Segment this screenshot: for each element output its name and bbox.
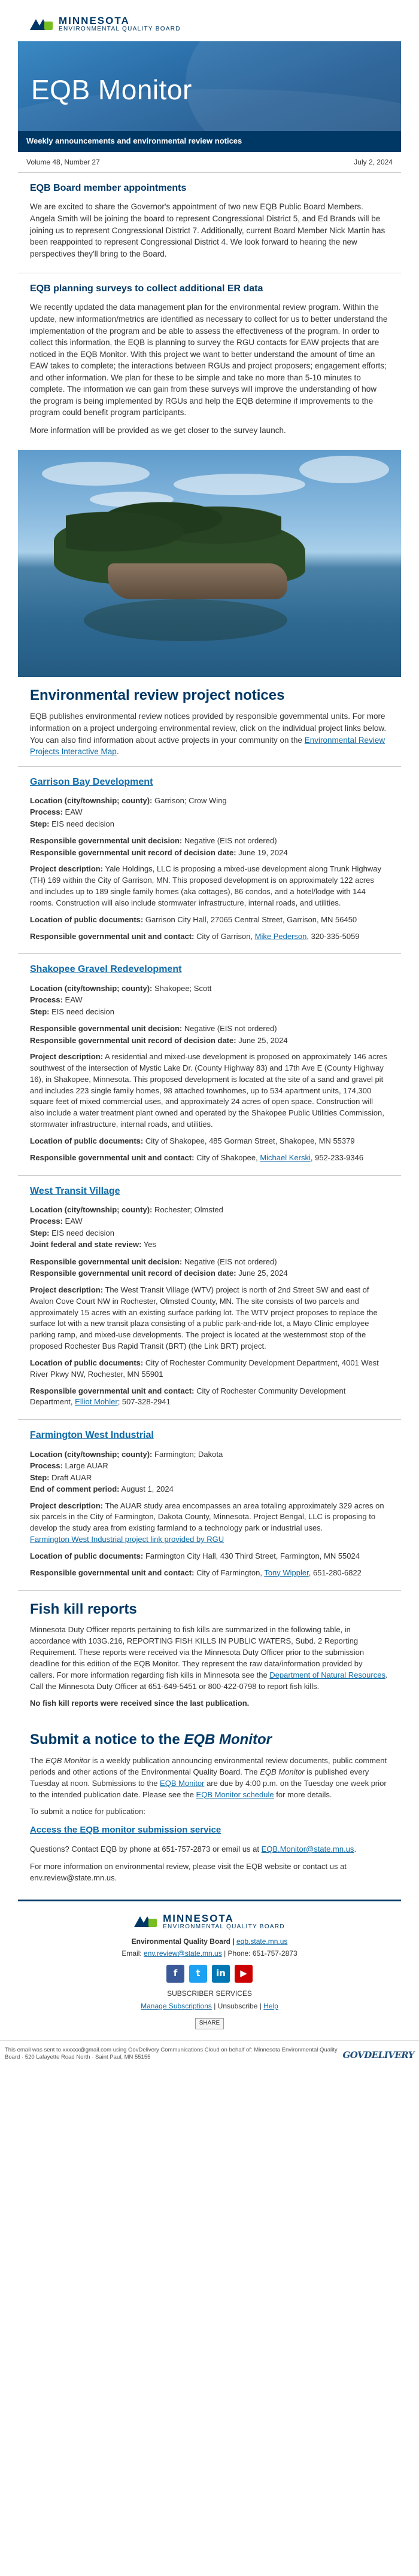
- submit-instructions: To submit a notice for publication:: [30, 1807, 145, 1816]
- environmental-review-heading: Environmental review project notices: [30, 687, 285, 703]
- submit-more-info: For more information on environmental review, please visit the EQB website or contact us at env.review@state.mn.us.: [30, 1861, 347, 1882]
- youtube-icon[interactable]: ▶: [235, 1965, 253, 1983]
- govdelivery-logo[interactable]: GOVDELIVERY: [342, 2049, 414, 2060]
- manage-subscriptions-link[interactable]: Manage Subscriptions: [141, 2001, 212, 2010]
- email-body: [18, 0, 401, 2040]
- monitor-schedule-link[interactable]: EQB Monitor schedule: [196, 1790, 274, 1799]
- submission-service-link[interactable]: Access the EQB monitor submission service: [30, 1825, 221, 1836]
- mn-logo-icon: [30, 18, 54, 31]
- footer: [18, 1900, 401, 2040]
- submit-heading: Submit a notice to the EQB Monitor: [30, 1731, 272, 1748]
- newsletter-subtitle: Weekly announcements and environmental review notices: [18, 131, 401, 152]
- govdelivery-footer: [0, 2040, 419, 2071]
- facebook-icon[interactable]: f: [166, 1965, 184, 1983]
- board-members-section: [18, 173, 401, 273]
- eqb-monitor-link[interactable]: EQB Monitor: [160, 1778, 205, 1788]
- share-button[interactable]: SHARE: [195, 2018, 224, 2029]
- logo-state: MINNESOTA: [59, 15, 130, 26]
- linkedin-icon[interactable]: in: [212, 1965, 230, 1983]
- logo-agency: ENVIRONMENTAL QUALITY BOARD: [59, 26, 181, 32]
- submit-questions: Questions? Contact EQB by phone at 651-757-2873 or email us at EQB.Monitor@state.mn.us.: [30, 1845, 357, 1854]
- contact-link[interactable]: Tony Wippler: [264, 1568, 309, 1577]
- project-title-link[interactable]: Garrison Bay Development: [30, 776, 153, 787]
- contact-link[interactable]: Mike Pederson: [254, 931, 307, 941]
- projects-map-link[interactable]: Environmental Review Projects Interactive Map: [30, 735, 385, 757]
- govdelivery-text: This email was sent to xxxxxx@gmail.com using GovDelivery Communications Cloud on behalf of: Minnesota Environmental Quality Board · 520 Lafayette Road North · Saint Paul, MN 55155: [5, 2046, 338, 2061]
- project-notice: West Transit Village Location (city/township; county): Rochester; Olmsted Process: EAW Step: EIS need decision Joint federal and state review: Yes Responsible governmental unit decision: Negative (EIS not ordered) Responsible governmental unit record of decision date: June 25, 2024 Project description: The West Transit Village (WTV) project is north of 2nd Street SW and east of Avalon Cove Court NW in Rochester, Olmsted County, MN. The site consists of two parcels and approximately 15 acres with an existing surface parking lot. The WTV project proposes to replace the surface lot with a new transit plaza consisting of a public park-and-ride lot, a Mayo Clinic employee parking ramp, and mixed-use developments. The project is located at the westernmost stop of the proposed Rochester Bus Rapid Transit (BRT) (the Link BRT) project. Location of public documents: City of Rochester Community Development Department, 4001 West River Pkwy NW, Rochester, MN 55901 Responsible governmental unit and contact: City of Rochester Community Development Department, Elliot Mohler; 507-328-2941: [18, 1175, 401, 1420]
- submit-body: The EQB Monitor is a weekly publication announcing environmental review documents, public comment periods and other actions of the Environmental Quality Board. The EQB Monitor is published every Tuesday at noon. Submissions to the EQB Monitor are due by 4:00 p.m. on the Tuesday one week prior to the intended publication date. Please see the EQB Monitor schedule for more details.: [30, 1756, 387, 1799]
- hero-banner: [18, 41, 401, 131]
- project-description: The AUAR study area encompasses an area totaling approximately 329 acres on six parcels in the City of Farmington, Dakota County, Minnesota. Project Bengal, LLC is proposing to develop the study area from existing farmland to a technology park or industrial uses.: [30, 1501, 384, 1533]
- social-links: [30, 1965, 389, 1983]
- project-description: The West Transit Village (WTV) project is north of 2nd Street SW and east of Avalon Cove Court NW in Rochester, Olmsted County, MN. The site consists of two parcels and approximately 15 acres with an existing surface parking lot. The WTV project proposes to replace the surface lot with a new transit plaza consisting of a public park-and-ride lot, a Mayo Clinic employee parking ramp, and mixed-use developments. The project is located at the westernmost stop of the proposed Rochester Bus Rapid Transit (BRT) (the Link BRT) project.: [30, 1285, 378, 1351]
- board-members-body: We are excited to share the Governor's appointment of two new EQB Public Board Members. Angela Smith will be joining the board to represent Congressional District 5, and Ed Brands will be joining us to represent Congressional District 7. Additionally, current Board Member Nick Martin has been reappointed to represent Congressional District 4. We look forward to hearing the new perspectives they'll bring to the Board.: [30, 202, 385, 258]
- footer-org-line: Environmental Quality Board | eqb.state.mn.us: [131, 1937, 288, 1946]
- subscriber-services-label: SUBSCRIBER SERVICES: [167, 1989, 252, 1998]
- footer-logo[interactable]: MINNESOTA ENVIRONMENTAL QUALITY BOARD: [30, 1913, 389, 1931]
- project-notice: Shakopee Gravel Redevelopment Location (city/township; county): Shakopee; Scott Process: EAW Step: EIS need decision Responsible governmental unit decision: Negative (EIS not ordered) Responsible governmental unit record of decision date: June 25, 2024 Project description: A residential and mixed-use development is proposed on approximately 146 acres southwest of the intersection of Mystic Lake Dr. (County Highway 83) and 17th Ave E (County Highway 16), in Shakopee, Minnesota. This proposed development is located at the site of a sand and gravel pit and includes 223 single family homes, 98 attached townhomes, up to 534 apartment units, 174,300 square feet of mixed commercial uses, and approximately 24 acres of open space. Construction will also include a water treatment plant owned and operated by the Shakopee Public Utilities Commission, stormwater infrastructure, internal roads, and utilities. Location of public documents: City of Shakopee, 485 Gorman Street, Shakopee, MN 55379 Responsible governmental unit and contact: City of Shakopee, Michael Kerski, 952-233-9346: [18, 953, 401, 1175]
- contact-link[interactable]: Elliot Mohler: [75, 1397, 118, 1407]
- project-title-link[interactable]: Farmington West Industrial: [30, 1430, 154, 1441]
- fish-kill-section: [18, 1590, 401, 1722]
- help-link[interactable]: Help: [263, 2001, 278, 2010]
- lake-island-photo: [18, 450, 401, 677]
- environmental-review-intro: EQB publishes environmental review notices provided by responsible governmental units. For more information on a project undergoing environmental review, click on the individual project links below. You can also find information about active projects in your community on the Environmental Review Projects Interactive Map.: [30, 712, 387, 757]
- surveys-body-2: More information will be provided as we get closer to the survey launch.: [30, 426, 286, 435]
- logo-bar: [18, 0, 401, 41]
- issue-meta: [18, 152, 401, 173]
- project-title-link[interactable]: Shakopee Gravel Redevelopment: [30, 964, 182, 975]
- footer-contact-line: Email: env.review@state.mn.us | Phone: 651-757-2873: [122, 1949, 297, 1958]
- fish-kill-body: Minnesota Duty Officer reports pertaining to fish kills are summarized in the following table, in accordance with 103G.216, REPORTING FISH KILLS IN PUBLIC WATERS, Subd. 2 Reporting Requirement. These reports were received via the Minnesota Duty Officer prior to the submission deadline for this edition of the EQB Monitor. They represent the raw data/information provided by callers. For more information regarding fish kills in Minnesota see the Department of Natural Resources. Call the Minnesota Duty Officer at 651-649-5451 or 800-422-0798 to report fish kills.: [30, 1625, 388, 1691]
- project-notice: Garrison Bay Development Location (city/township; county): Garrison; Crow Wing Process: EAW Step: EIS need decision Responsible governmental unit decision: Negative (EIS not ordered) Responsible governmental unit record of decision date: June 19, 2024 Project description: Yale Holdings, LLC is proposing a mixed-use development along Trunk Highway (TH) 169 within the City of Garrison, MN. This proposed development is on approximately 122 acres and includes up to 189 single family homes (aka cottages), 86 condos, and a hotel/lodge with 144 rooms. Construction will also include stormwater infrastructure, internal roads, and utilities. Location of public documents: Garrison City Hall, 27065 Central Street, Garrison, MN 56450 Responsible governmental unit and contact: City of Garrison, Mike Pederson, 320-335-5059: [18, 766, 401, 954]
- eqb-monitor-email-link[interactable]: EQB.Monitor@state.mn.us: [261, 1845, 354, 1854]
- rgu-project-link[interactable]: Farmington West Industrial project link provided by RGU: [30, 1535, 224, 1544]
- newsletter-title: EQB Monitor: [31, 74, 192, 105]
- fish-kill-heading: Fish kill reports: [30, 1601, 137, 1617]
- project-description: A residential and mixed-use development is proposed on approximately 146 acres southwest of the intersection of Mystic Lake Dr. (County Highway 83) and 17th Ave E (County Highway 16), in Shakopee, Minnesota. This proposed development is located at the site of a sand and gravel pit and includes 223 single family homes, 98 attached townhomes, up to 534 apartment units, 174,300 square feet of mixed commercial uses, and approximately 24 acres of open space. Construction will also include a water treatment plant owned and operated by the Shakopee Public Utilities Commission, stormwater infrastructure, internal roads, and utilities.: [30, 1052, 387, 1129]
- board-members-heading: EQB Board member appointments: [30, 183, 187, 194]
- subscriber-links: Manage Subscriptions | Unsubscribe | Help: [141, 2001, 278, 2010]
- eqb-website-link[interactable]: eqb.state.mn.us: [236, 1937, 288, 1946]
- env-review-email-link[interactable]: env.review@state.mn.us: [144, 1949, 222, 1958]
- surveys-heading: EQB planning surveys to collect additional ER data: [30, 283, 263, 294]
- mn-logo-icon: [134, 1915, 158, 1928]
- submit-notice-section: [18, 1721, 401, 1899]
- dnr-link[interactable]: Department of Natural Resources: [269, 1670, 385, 1679]
- environmental-review-section: [18, 677, 401, 766]
- project-notice: Farmington West Industrial Location (city/township; county): Farmington; Dakota Process: Large AUAR Step: Draft AUAR End of comment period: August 1, 2024 Project description: The AUAR study area encompasses an area totaling approximately 329 acres on six parcels in the City of Farmington, Dakota County, Minnesota. Project Bengal, LLC is proposing to develop the study area from existing farmland to a technology park or industrial uses. Farmington West Industrial project link provided by RGU Location of public documents: Farmington City Hall, 430 Third Street, Farmington, MN 55024 Responsible governmental unit and contact: City of Farmington, Tony Wippler, 651-280-6822: [18, 1419, 401, 1590]
- surveys-body: We recently updated the data management plan for the environmental review program. Within the update, new information/metrics are identified as necessary to collect for us to better understand the implementation of the program and be able to assess the effectiveness of the program. In order to collect this information, the EQB is planning to survey the RGU contacts for EAW projects that are noticed in the EQB Monitor. With this project we want to better understand the amount of time an EAW takes to complete; the interactions between RGUs and project proposers; engagement efforts; and other information. We plan for these to be simple and take no more than 5-10 minutes to complete. The information we can gain from these surveys will improve the understanding of how the program is being implemented by RGUs and help the EQB determine if improvements to the program could benefit program participants.: [30, 303, 388, 417]
- fish-kill-note: No fish kill reports were received since the last publication.: [30, 1699, 250, 1708]
- issue-date: July 2, 2024: [354, 157, 393, 166]
- unsubscribe-link[interactable]: Unsubscribe: [217, 2001, 258, 2010]
- project-title-link[interactable]: West Transit Village: [30, 1185, 120, 1196]
- twitter-icon[interactable]: t: [189, 1965, 207, 1983]
- mn-eqb-logo[interactable]: [30, 16, 389, 33]
- surveys-section: [18, 273, 401, 449]
- project-description: Yale Holdings, LLC is proposing a mixed-use development along Trunk Highway (TH) 169 within the City of Garrison, MN. This proposed development is on approximately 122 acres and includes up to 189 single family homes (aka cottages), 86 condos, and a hotel/lodge with 144 rooms. Construction will also include stormwater infrastructure, internal roads, and utilities.: [30, 864, 381, 907]
- contact-link[interactable]: Michael Kerski: [260, 1153, 311, 1162]
- issue-volume: Volume 48, Number 27: [26, 157, 100, 166]
